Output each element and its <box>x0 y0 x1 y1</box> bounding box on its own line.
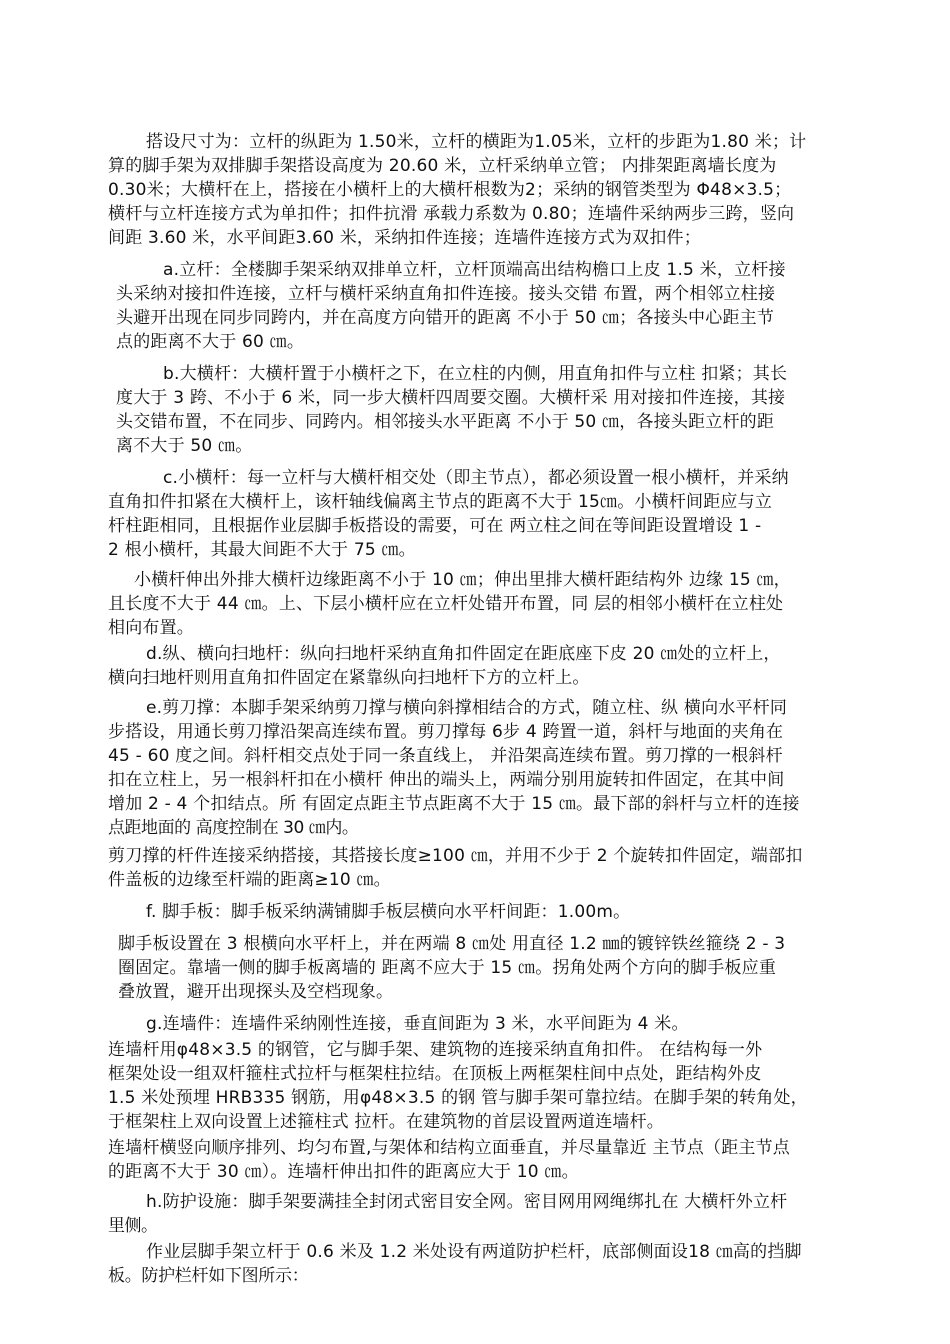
text-line: 圈固定。靠墙一侧的脚手板离墙的 距离不应大于 15 ㎝。拐角处两个方向的脚手板应重 <box>118 958 777 978</box>
text-line: 框架处设一组双杆箍柱式拉杆与框架柱拉结。在顶板上两框架柱间中点处，距结构外皮 <box>108 1064 762 1084</box>
text-line: 点的距离不大于 60 ㎝。 <box>116 332 305 352</box>
text-line: d.纵、横向扫地杆：纵向扫地杆采纳直角扣件固定在距底座下皮 20 ㎝处的立杆上， <box>146 644 781 664</box>
text-line: 搭设尺寸为：立杆的纵距为 1.50米，立杆的横距为1.05米，立杆的步距为1.80 米；计 <box>146 132 807 152</box>
text-line: 间距 3.60 米，水平间距3.60 米，采纳扣件连接；连墙件连接方式为双扣件； <box>108 228 701 248</box>
text-line: b.大横杆：大横杆置于小横杆之下，在立柱的内侧，用直角扣件与立柱 扣紧；其长 <box>163 364 788 384</box>
text-line: g.连墙件：连墙件采纳刚性连接，垂直间距为 3 米，水平间距为 4 米。 <box>146 1014 689 1034</box>
text-line: 连墙杆用φ48×3.5 的钢管，它与脚手架、建筑物的连接采纳直角扣件。 在结构每一外 <box>108 1040 763 1060</box>
text-line: 增加 2 - 4 个扣结点。所 有固定点距主节点距离不大于 15 ㎝。最下部的斜杆与立杆的连接 <box>108 794 800 814</box>
text-line: a.立杆：全楼脚手架采纳双排单立杆，立杆顶端高出结构檐口上皮 1.5 米，立杆接 <box>163 260 786 280</box>
text-line: 剪刀撑的杆件连接采纳搭接，其搭接长度≥100 ㎝，并用不少于 2 个旋转扣件固定，端部扣 <box>108 846 803 866</box>
text-line: 横杆与立杆连接方式为单扣件；扣件抗滑 承载力系数为 0.80；连墙件采纳两步三跨，竖向 <box>108 204 795 224</box>
text-line: 里侧。 <box>108 1216 158 1236</box>
text-line: 2 根小横杆，其最大间距不大于 75 ㎝。 <box>108 540 416 560</box>
text-line: 小横杆伸出外排大横杆边缘距离不小于 10 ㎝；伸出里排大横杆距结构外 边缘 15 ㎝， <box>134 570 791 590</box>
text-line: 点距地面的 高度控制在 30 ㎝内。 <box>108 818 359 838</box>
text-line: 扣在立柱上，另一根斜杆扣在小横杆 伸出的端头上，两端分别用旋转扣件固定，在其中间 <box>108 770 785 790</box>
text-line: c.小横杆：每一立杆与大横杆相交处（即主节点），都必须设置一根小横杆，并采纳 <box>163 468 789 488</box>
text-line: 45 - 60 度之间。斜杆相交点处于同一条直线上， 并沿架高连续布置。剪刀撑的一根斜杆 <box>108 746 783 766</box>
text-line: f. 脚手板：脚手板采纳满铺脚手板层横向水平杆间距：1.00m。 <box>146 902 631 922</box>
text-line: 算的脚手架为双排脚手架搭设高度为 20.60 米，立杆采纳单立管； 内排架距离墙长度为 <box>108 156 777 176</box>
text-line: 直角扣件扣紧在大横杆上，该杆轴线偏离主节点的距离不大于 15㎝。小横杆间距应与立 <box>108 492 773 512</box>
text-line: 1.5 米处预埋 HRB335 钢筋，用φ48×3.5 的钢 管与脚手架可靠拉结。在脚手架的转角处， <box>108 1088 808 1108</box>
text-line: 的距离不大于 30 ㎝）。连墙杆伸出扣件的距离应大于 10 ㎝。 <box>108 1162 579 1182</box>
text-line: 作业层脚手架立杆于 0.6 米及 1.2 米处设有两道防护栏杆，底部侧面设18 ㎝高的挡脚 <box>146 1242 802 1262</box>
text-line: 头采纳对接扣件连接，立杆与横杆采纳直角扣件连接。接头交错 布置，两个相邻立柱接 <box>116 284 776 304</box>
text-line: 0.30米；大横杆在上，搭接在小横杆上的大横杆根数为2；采纳的钢管类型为 Φ48×3.5； <box>108 180 792 200</box>
text-line: 相向布置。 <box>108 618 194 638</box>
text-line: 横向扫地杆则用直角扣件固定在紧靠纵向扫地杆下方的立杆上。 <box>108 668 590 688</box>
text-line: e.剪刀撑：本脚手架采纳剪刀撑与横向斜撑相结合的方式，随立柱、纵 横向水平杆同 <box>146 698 788 718</box>
text-line: 度大于 3 跨、不小于 6 米，同一步大横杆四周要交圈。大横杆采 用对接扣件连接，其接 <box>116 388 786 408</box>
text-line: 头避开出现在同步同跨内，并在高度方向错开的距离 不小于 50 ㎝；各接头中心距主节 <box>116 308 775 328</box>
text-line: h.防护设施：脚手架要满挂全封闭式密目安全网。密目网用网绳绑扎在 大横杆外立杆 <box>146 1192 788 1212</box>
text-line: 件盖板的边缘至杆端的距离≥10 ㎝。 <box>108 870 391 890</box>
text-line: 连墙杆横竖向顺序排列、均匀布置,与架体和结构立面垂直，并尽量靠近 主节点（距主节点 <box>108 1138 791 1158</box>
text-line: 离不大于 50 ㎝。 <box>116 436 253 456</box>
text-line: 头交错布置，不在同步、同跨内。相邻接头水平距离 不小于 50 ㎝，各接头距立杆的距 <box>116 412 775 432</box>
text-line: 于框架柱上双向设置上述箍柱式 拉杆。在建筑物的首层设置两道连墙杆。 <box>108 1112 665 1132</box>
text-line: 叠放置，避开出现探头及空档现象。 <box>118 982 394 1002</box>
text-line: 步搭设，用通长剪刀撑沿架高连续布置。剪刀撑每 6步 4 跨置一道，斜杆与地面的夹角在 <box>108 722 784 742</box>
text-line: 板。防护栏杆如下图所示： <box>108 1266 309 1286</box>
text-line: 杆柱距相同，且根据作业层脚手板搭设的需要，可在 两立柱之间在等间距设置增设 1 - <box>108 516 762 536</box>
text-line: 脚手板设置在 3 根横向水平杆上，并在两端 8 ㎝处 用直径 1.2 ㎜的镀锌铁丝箍绕 2 - 3 <box>118 934 786 954</box>
text-line: 且长度不大于 44 ㎝。上、下层小横杆应在立杆处错开布置，同 层的相邻小横杆在立柱处 <box>108 594 784 614</box>
